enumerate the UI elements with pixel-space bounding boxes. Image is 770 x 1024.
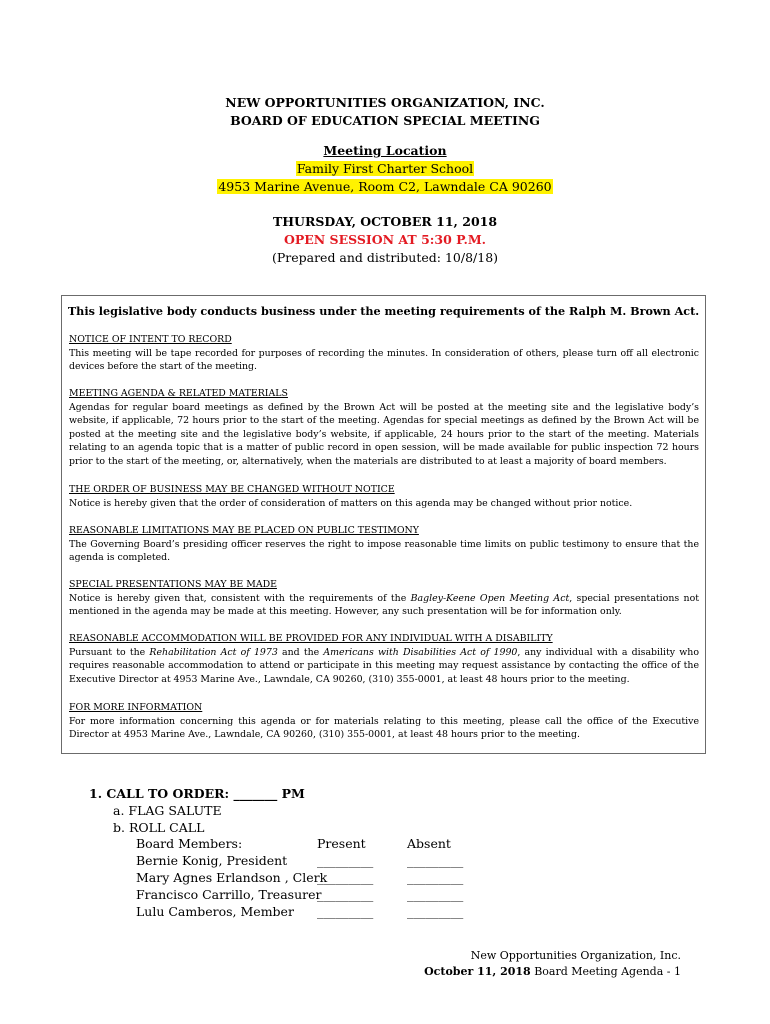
absent-column-label: Absent <box>407 836 451 851</box>
footer-organization: New Opportunities Organization, Inc. <box>470 949 681 962</box>
member-name: Bernie Konig, President <box>136 853 288 868</box>
present-blank: _________ <box>317 904 374 919</box>
notice-section-agenda <box>69 387 699 468</box>
notice-box-title: This legislative body conducts business under the meeting requirements of the Ralph M. Brown Act. <box>67 304 700 318</box>
section-body: Pursuant to the Rehabilitation Act of 1973 and the Americans with Disabilities Act of 1990, any individual with a disability who requires reasonable accommodation to attend or participate in this meeting may request assistance by contacting the office of the Executive Director at 4953 Marine Ave., Lawndale, CA 90260, (310) 355-0001, at least 48 hours prior to the meeting. <box>69 646 699 685</box>
section-heading: REASONABLE ACCOMMODATION WILL BE PROVIDED FOR ANY INDIVIDUAL WITH A DISABILITY <box>69 633 553 644</box>
board-members-label: Board Members: <box>136 836 243 851</box>
section-body: Notice is hereby given that the order of consideration of matters on this agenda may be changed without prior notice. <box>69 497 633 509</box>
present-blank: _________ <box>317 853 374 868</box>
location-name: Family First Charter School <box>296 161 474 176</box>
meeting-date: THURSDAY, OCTOBER 11, 2018 <box>272 214 498 229</box>
agenda-item-flag-salute: a. FLAG SALUTE <box>113 803 222 818</box>
footer-suffix: Board Meeting Agenda - 1 <box>530 964 681 978</box>
section-heading: MEETING AGENDA & RELATED MATERIALS <box>69 388 288 399</box>
notice-section-order <box>69 483 699 510</box>
section-body: Notice is hereby given that, consistent with the requirements of the Bagley-Keene Open Meeting Act, special presentations not mentioned in the agenda may be made at this meeting. However, any such presentation will be for information only. <box>69 592 699 617</box>
absent-blank: _________ <box>407 887 464 902</box>
section-heading: SPECIAL PRESENTATIONS MAY BE MADE <box>69 579 277 590</box>
agenda-item-call-to-order: 1. CALL TO ORDER: _______ PM <box>89 786 305 801</box>
member-name: Francisco Carrillo, Treasurer <box>136 887 322 902</box>
notice-section-record <box>69 333 699 374</box>
section-heading: FOR MORE INFORMATION <box>69 702 203 713</box>
member-name: Lulu Camberos, Member <box>136 904 294 919</box>
section-body: Agendas for regular board meetings as defined by the Brown Act will be posted at the meeting site and the legislative body’s website, if applicable, 72 hours prior to the start of the meeting. Agendas for special meetings as defined by the Brown Act will be posted at the meeting site and the legislative body’s website, if applicable, 24 hours prior to the start of the meeting. Materials relating to an agenda topic that is a matter of public record in open session, will be made available for public inspection 72 hours prior to the start of the meeting, or, alternatively, when the materials are distributed to at least a majority of board members. <box>69 401 699 467</box>
location-address: 4953 Marine Avenue, Room C2, Lawndale CA 90260 <box>218 179 552 194</box>
footer-agenda-line <box>424 964 681 980</box>
notice-section-more-info <box>69 701 699 742</box>
notice-section-testimony <box>69 524 699 565</box>
present-column-label: Present <box>317 836 366 851</box>
footer-date: October 11, 2018 <box>424 964 531 978</box>
member-name: Mary Agnes Erlandson , Clerk <box>136 870 328 885</box>
brown-act-notice-box <box>61 295 706 754</box>
meeting-type: BOARD OF EDUCATION SPECIAL MEETING <box>230 113 540 128</box>
section-body: For more information concerning this agenda or for materials relating to this meeting, please call the office of the Executive Director at 4953 Marine Ave., Lawndale, CA 90260, (310) 355-0001, at least 48 hours prior to the meeting. <box>69 715 699 740</box>
location-label: Meeting Location <box>323 143 447 158</box>
organization-name: NEW OPPORTUNITIES ORGANIZATION, INC. <box>225 95 545 110</box>
section-heading: REASONABLE LIMITATIONS MAY BE PLACED ON PUBLIC TESTIMONY <box>69 525 419 536</box>
section-body: This meeting will be tape recorded for purposes of recording the minutes. In consideration of others, please turn off all electronic devices before the start of the meeting. <box>69 347 699 372</box>
absent-blank: _________ <box>407 870 464 885</box>
section-body: The Governing Board’s presiding officer reserves the right to impose reasonable time limits on public testimony to ensure that the agenda is completed. <box>69 538 699 563</box>
present-blank: _________ <box>317 870 374 885</box>
prepared-date: (Prepared and distributed: 10/8/18) <box>271 250 499 265</box>
agenda-item-roll-call: b. ROLL CALL <box>113 820 205 835</box>
notice-section-presentations <box>69 578 699 619</box>
absent-blank: _________ <box>407 853 464 868</box>
session-time: OPEN SESSION AT 5:30 P.M. <box>283 232 487 247</box>
section-heading: THE ORDER OF BUSINESS MAY BE CHANGED WITHOUT NOTICE <box>69 484 395 495</box>
present-blank: _________ <box>317 887 374 902</box>
absent-blank: _________ <box>407 904 464 919</box>
notice-section-accommodation <box>69 632 699 686</box>
document-header <box>0 94 770 267</box>
page-footer <box>424 948 681 979</box>
section-heading: NOTICE OF INTENT TO RECORD <box>69 334 232 345</box>
